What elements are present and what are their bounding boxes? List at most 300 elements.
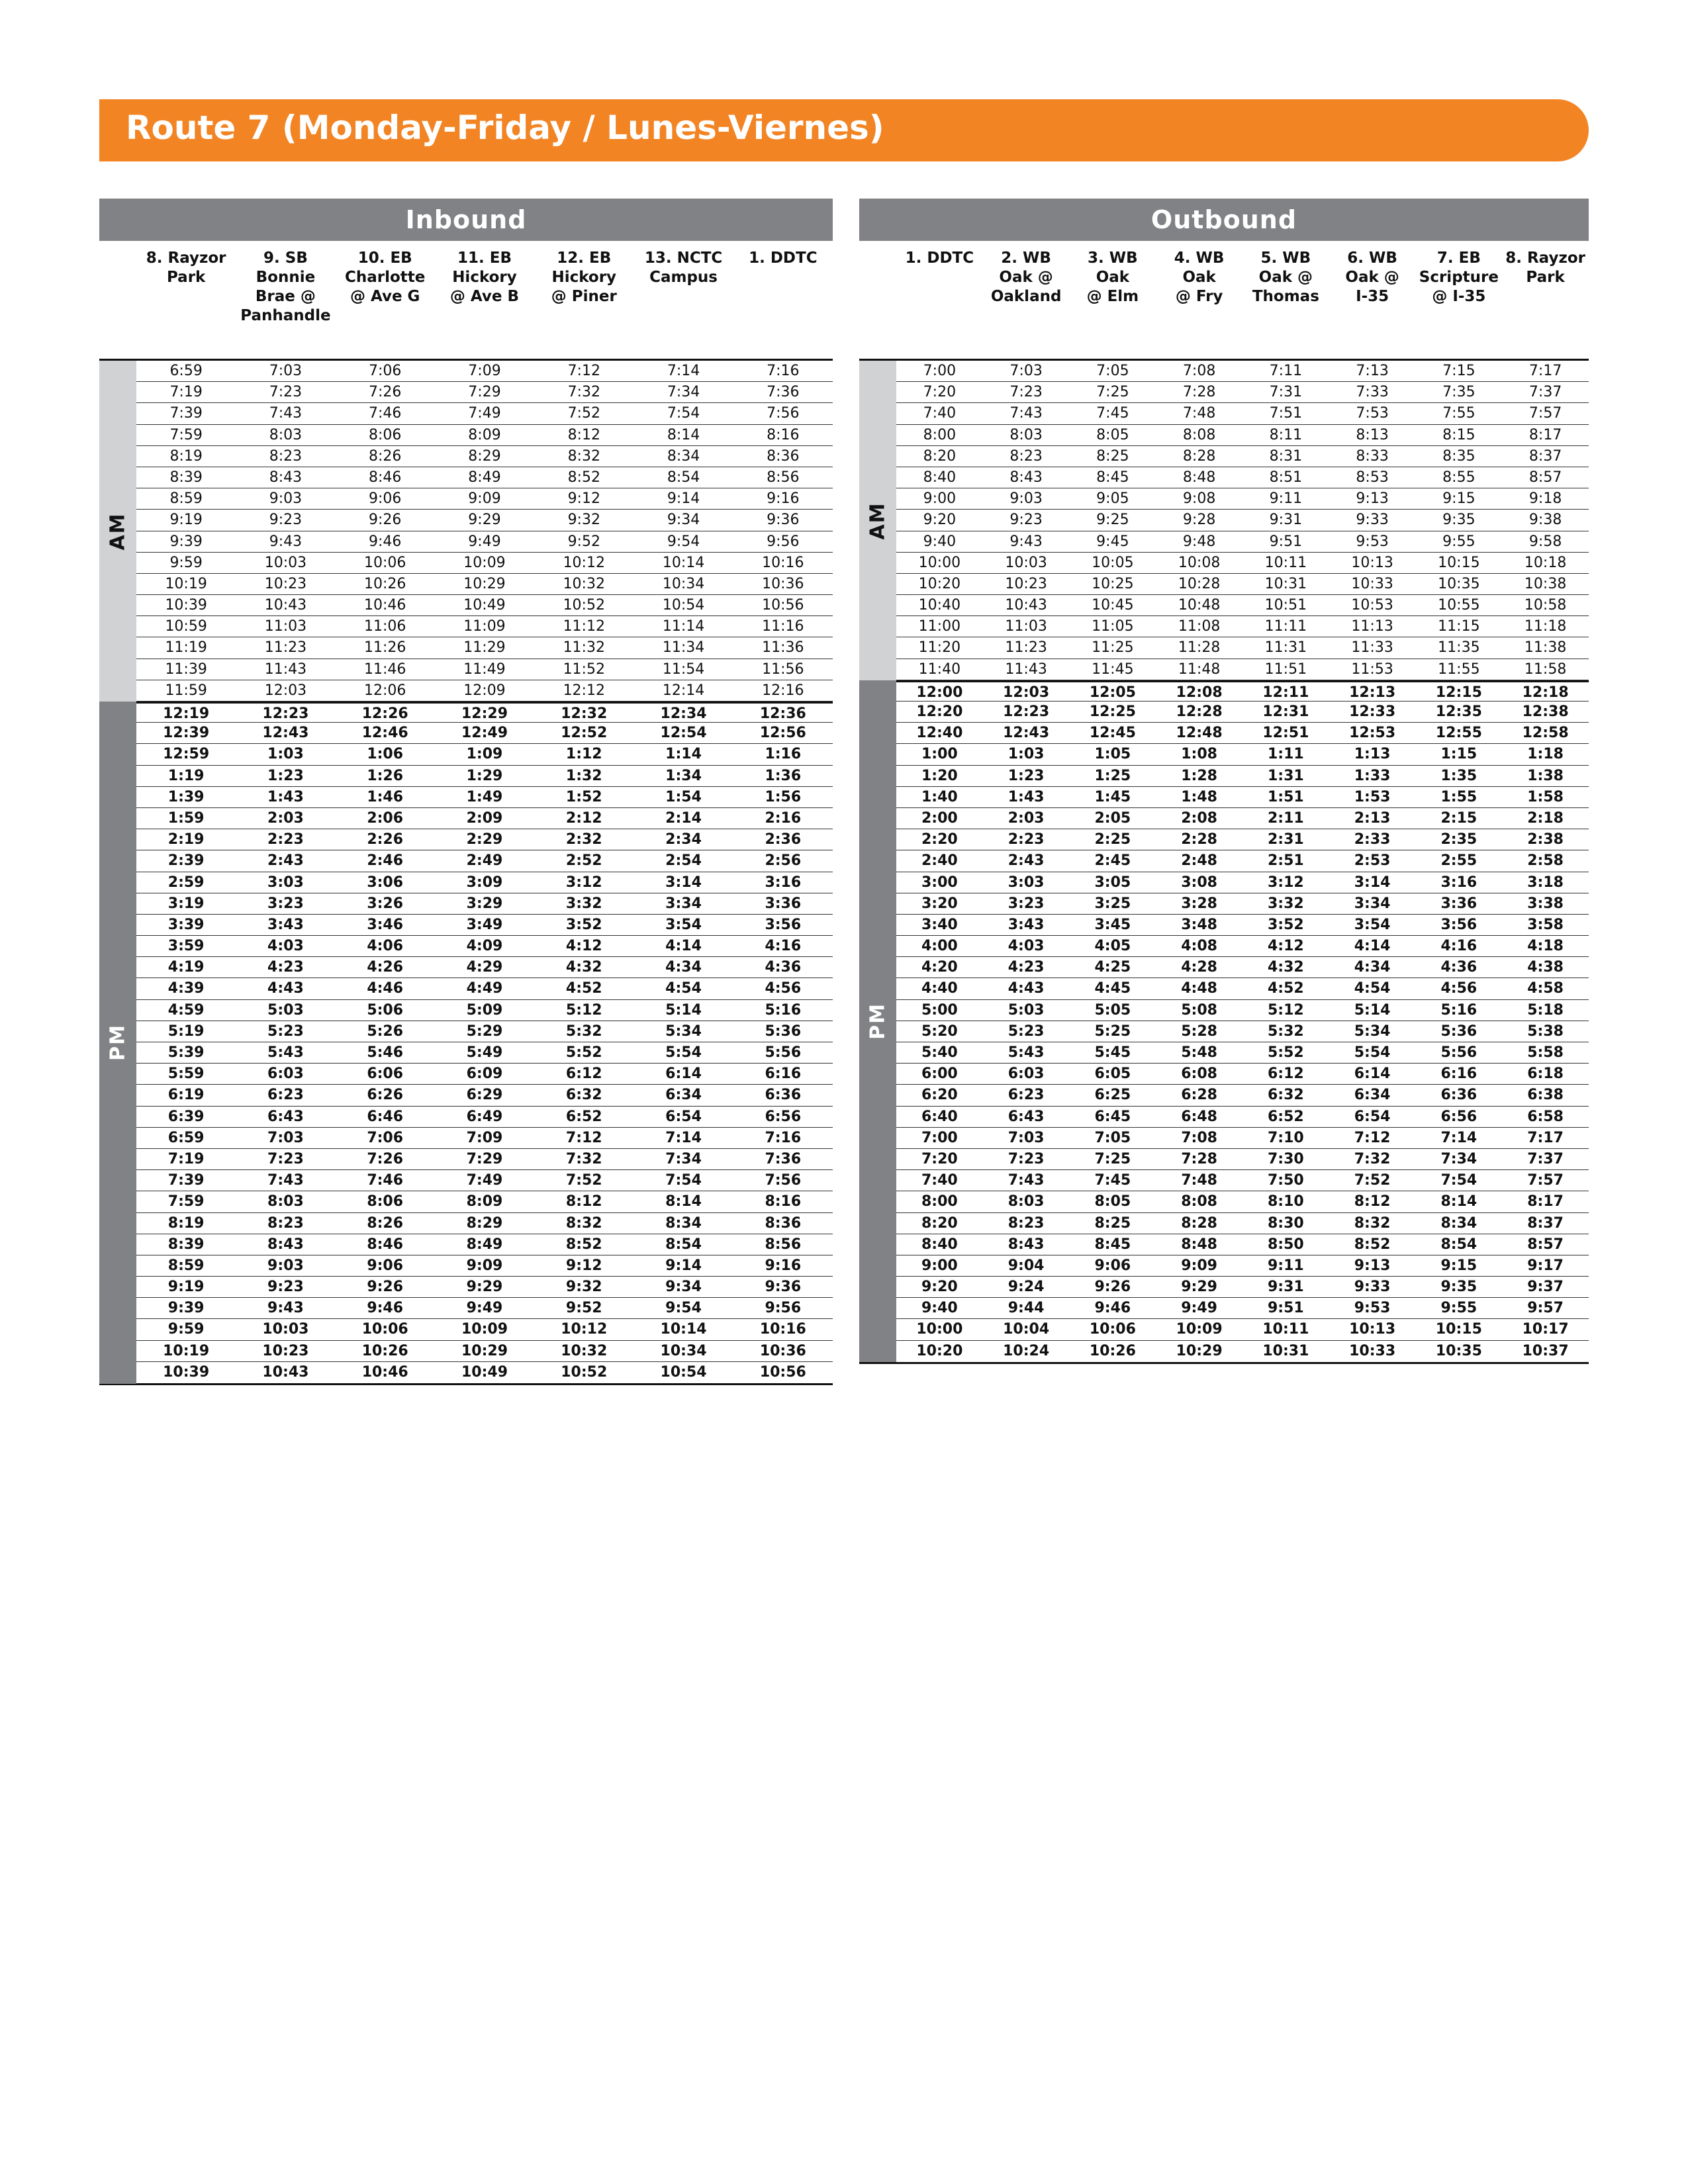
time-cell: 9:19 [167,1279,205,1296]
time-cell: 8:17 [1528,426,1562,443]
inbound-pm-row [136,978,833,999]
time-cell: 8:40 [921,1236,958,1253]
time-cell: 12:28 [1176,704,1223,720]
time-cell: 8:50 [1268,1236,1304,1253]
time-cell: 10:20 [916,1342,963,1359]
outbound-am-row [896,510,1589,531]
time-cell: 3:39 [167,916,205,933]
time-cell: 10:29 [461,1342,508,1359]
time-cell: 9:31 [1269,512,1303,529]
inbound-pm-row [136,744,833,765]
time-cell: 8:14 [667,426,700,443]
time-cell: 10:35 [1438,575,1480,592]
time-cell: 7:00 [921,1129,958,1146]
time-cell: 9:24 [1008,1279,1045,1296]
time-cell: 9:38 [1528,512,1562,529]
time-cell: 6:36 [1440,1087,1477,1104]
time-cell: 9:16 [767,490,800,508]
time-cell: 6:59 [169,363,203,379]
time-cell: 8:48 [1182,469,1216,486]
inbound-am-band [99,361,136,702]
time-cell: 3:34 [665,895,702,912]
time-cell: 2:13 [1354,809,1391,827]
time-cell: 8:12 [565,1193,602,1210]
time-cell: 9:54 [665,1300,702,1317]
time-cell: 7:54 [1440,1172,1477,1189]
time-cell: 12:25 [1089,704,1136,720]
time-cell: 5:14 [665,1001,702,1019]
time-cell: 7:45 [1096,405,1129,422]
time-cell: 8:56 [765,1236,802,1253]
time-cell: 8:11 [1269,426,1303,443]
outbound-am-row [896,659,1589,680]
time-cell: 1:03 [1008,746,1045,763]
time-cell: 2:58 [1527,852,1564,870]
outbound-pm-row [896,829,1589,850]
time-cell: 3:28 [1181,895,1217,912]
time-cell: 10:23 [262,1342,309,1359]
time-cell: 10:31 [1264,575,1307,592]
time-cell: 3:54 [1354,916,1391,933]
time-cell: 10:29 [1176,1342,1223,1359]
time-cell: 7:52 [565,1172,602,1189]
time-cell: 12:23 [1003,704,1050,720]
outbound-am-row [896,403,1589,424]
inbound-am-row [136,467,833,488]
time-cell: 8:43 [1009,469,1043,486]
time-cell: 1:36 [765,767,802,784]
time-cell: 6:25 [1094,1087,1131,1104]
time-cell: 6:39 [167,1108,205,1125]
time-cell: 10:45 [1092,597,1134,614]
time-cell: 8:29 [468,447,501,465]
time-cell: 10:15 [1435,1321,1482,1338]
time-cell: 12:45 [1089,725,1136,742]
time-cell: 8:49 [466,1236,503,1253]
time-cell: 12:19 [163,705,210,722]
time-cell: 8:19 [167,1214,205,1232]
time-cell: 3:32 [1268,895,1304,912]
time-cell: 10:34 [662,575,705,592]
time-cell: 11:48 [1178,660,1221,678]
time-cell: 8:39 [169,469,203,486]
inbound-am-row [136,595,833,616]
outbound-rows [896,361,1589,1362]
time-cell: 2:15 [1440,809,1477,827]
time-cell: 7:40 [921,1172,958,1189]
time-cell: 11:46 [364,660,406,678]
time-cell: 7:54 [665,1172,702,1189]
time-cell: 7:26 [367,1150,404,1167]
time-cell: 10:11 [1264,554,1307,571]
time-cell: 10:52 [563,597,605,614]
time-cell: 8:57 [1527,1236,1564,1253]
inbound-pm-row [136,1042,833,1064]
time-cell: 5:05 [1094,1001,1131,1019]
time-cell: 2:14 [665,809,702,827]
time-cell: 7:32 [1354,1150,1391,1167]
time-cell: 11:33 [1351,639,1393,657]
time-cell: 9:55 [1442,533,1476,550]
time-cell: 12:34 [660,705,707,722]
time-cell: 12:03 [1003,684,1050,701]
time-cell: 9:11 [1268,1257,1304,1274]
time-cell: 5:00 [921,1001,958,1019]
time-cell: 6:32 [565,1087,602,1104]
time-cell: 10:39 [165,597,207,614]
time-cell: 3:52 [1268,916,1304,933]
time-cell: 8:31 [1269,447,1303,465]
time-cell: 8:20 [921,1214,958,1232]
time-cell: 7:03 [1008,1129,1045,1146]
inbound-am-row [136,531,833,553]
time-cell: 10:20 [918,575,961,592]
outbound-pm-row [896,1107,1589,1128]
time-cell: 7:53 [1356,405,1389,422]
time-cell: 8:37 [1527,1214,1564,1232]
time-cell: 2:46 [367,852,404,870]
time-cell: 1:16 [765,746,802,763]
time-cell: 10:58 [1524,597,1567,614]
time-cell: 1:34 [665,767,702,784]
time-cell: 10:00 [918,554,961,571]
time-cell: 3:45 [1094,916,1131,933]
time-cell: 8:05 [1094,1193,1131,1210]
time-cell: 10:51 [1264,597,1307,614]
time-cell: 3:43 [267,916,304,933]
inbound-am-label: AM [106,512,130,551]
time-cell: 11:00 [918,618,961,635]
time-cell: 12:55 [1435,725,1482,742]
time-cell: 9:33 [1356,512,1389,529]
time-cell: 7:25 [1094,1150,1131,1167]
time-cell: 7:39 [169,405,203,422]
time-cell: 6:19 [167,1087,205,1104]
time-cell: 11:12 [563,618,605,635]
time-cell: 9:52 [565,1300,602,1317]
time-cell: 10:17 [1522,1321,1569,1338]
time-cell: 11:55 [1438,660,1480,678]
time-cell: 12:20 [916,704,963,720]
time-cell: 6:18 [1527,1066,1564,1083]
time-cell: 11:34 [662,639,705,657]
time-cell: 3:05 [1094,874,1131,891]
time-cell: 1:20 [921,767,958,784]
time-cell: 11:05 [1092,618,1134,635]
time-cell: 7:59 [167,1193,205,1210]
time-cell: 1:05 [1094,746,1131,763]
time-cell: 7:43 [267,1172,304,1189]
time-cell: 11:15 [1438,618,1480,635]
time-cell: 2:09 [466,809,503,827]
time-cell: 5:06 [367,1001,404,1019]
time-cell: 9:53 [1354,1300,1391,1317]
time-cell: 1:28 [1181,767,1217,784]
inbound-pm-row [136,1341,833,1362]
time-cell: 8:59 [169,490,203,508]
time-cell: 8:52 [565,1236,602,1253]
time-cell: 10:16 [759,1321,806,1338]
inbound-pm-row [136,1319,833,1340]
time-cell: 10:14 [660,1321,707,1338]
time-cell: 9:09 [468,490,501,508]
time-cell: 8:37 [1528,447,1562,465]
time-cell: 9:58 [1528,533,1562,550]
time-cell: 5:36 [1440,1023,1477,1040]
inbound-pm-row [136,936,833,957]
time-cell: 4:32 [565,959,602,976]
time-cell: 10:23 [1005,575,1047,592]
outbound-am-row [896,382,1589,403]
time-cell: 12:43 [262,725,309,742]
time-cell: 11:13 [1351,618,1393,635]
time-cell: 8:06 [369,426,402,443]
outbound-am-row [896,595,1589,616]
time-cell: 8:54 [667,469,700,486]
time-cell: 4:18 [1527,938,1564,955]
time-cell: 6:52 [565,1108,602,1125]
time-cell: 6:09 [466,1066,503,1083]
time-cell: 8:10 [1268,1193,1304,1210]
time-cell: 10:46 [361,1363,408,1381]
outbound-am-band [859,361,896,680]
inbound-pm-row [136,787,833,808]
time-cell: 1:23 [1008,767,1045,784]
time-cell: 11:11 [1264,618,1307,635]
time-cell: 8:36 [765,1214,802,1232]
time-cell: 5:56 [1440,1044,1477,1061]
outbound-pm-row [896,1255,1589,1277]
time-cell: 7:23 [269,384,303,401]
time-cell: 8:51 [1269,469,1303,486]
time-cell: 7:43 [269,405,303,422]
time-cell: 4:06 [367,938,404,955]
time-cell: 7:34 [665,1150,702,1167]
time-cell: 3:00 [921,874,958,891]
time-cell: 7:03 [267,1129,304,1146]
time-cell: 2:03 [1008,809,1045,827]
time-cell: 12:40 [916,725,963,742]
time-cell: 8:33 [1356,447,1389,465]
time-cell: 6:03 [1008,1066,1045,1083]
time-cell: 3:59 [167,938,205,955]
time-cell: 7:43 [1008,1172,1045,1189]
time-cell: 6:48 [1181,1108,1217,1125]
time-cell: 5:08 [1181,1001,1217,1019]
time-cell: 7:49 [466,1172,503,1189]
time-cell: 9:04 [1008,1257,1045,1274]
time-cell: 10:48 [1178,597,1221,614]
time-cell: 10:12 [561,1321,608,1338]
time-cell: 1:15 [1440,746,1477,763]
inbound-pm-row [136,1170,833,1191]
time-cell: 10:24 [1003,1342,1050,1359]
time-cell: 9:23 [269,512,303,529]
time-cell: 6:58 [1527,1108,1564,1125]
time-cell: 6:54 [665,1108,702,1125]
time-cell: 4:03 [1008,938,1045,955]
outbound-pm-band [859,680,896,1362]
outbound-pm-row [896,1000,1589,1021]
time-cell: 10:09 [463,554,506,571]
page-title: Route 7 (Monday-Friday / Lunes-Viernes) [126,109,884,147]
time-cell: 1:06 [367,746,404,763]
time-cell: 9:51 [1268,1300,1304,1317]
time-cell: 9:17 [1527,1257,1564,1274]
time-cell: 7:49 [468,405,501,422]
time-cell: 10:54 [660,1363,707,1381]
time-cell: 7:56 [767,405,800,422]
time-cell: 8:00 [923,426,957,443]
time-cell: 7:08 [1181,1129,1217,1146]
time-cell: 2:49 [466,852,503,870]
time-cell: 10:05 [1092,554,1134,571]
inbound-timetable [99,359,833,1385]
time-cell: 12:31 [1262,704,1309,720]
time-cell: 1:43 [267,788,304,805]
time-cell: 10:38 [1524,575,1567,592]
time-cell: 7:54 [667,405,700,422]
time-cell: 10:03 [264,554,307,571]
inbound-pm-row [136,766,833,787]
outbound-pm-row [896,1128,1589,1149]
time-cell: 11:59 [165,682,207,699]
time-cell: 9:03 [269,490,303,508]
time-cell: 12:00 [916,684,963,701]
time-cell: 9:15 [1442,490,1476,508]
time-cell: 7:35 [1442,384,1476,401]
time-cell: 9:03 [1009,490,1043,508]
time-cell: 11:43 [1005,660,1047,678]
time-cell: 9:46 [369,533,402,550]
time-cell: 12:18 [1522,684,1569,701]
time-cell: 1:11 [1268,746,1304,763]
time-cell: 6:12 [565,1066,602,1083]
outbound-column-header: 7. EB Scripture @ I-35 [1419,250,1499,305]
time-cell: 3:48 [1181,916,1217,933]
outbound-pm-row [896,680,1589,702]
time-cell: 4:52 [565,980,602,997]
time-cell: 9:48 [1182,533,1216,550]
outbound-pm-row [896,1042,1589,1064]
time-cell: 7:17 [1528,363,1562,379]
time-cell: 9:59 [169,554,203,571]
time-cell: 1:59 [167,809,205,827]
time-cell: 12:08 [1176,684,1223,701]
time-cell: 12:48 [1176,725,1223,742]
time-cell: 12:43 [1003,725,1050,742]
time-cell: 10:40 [918,597,961,614]
time-cell: 4:43 [1008,980,1045,997]
time-cell: 8:14 [1440,1193,1477,1210]
time-cell: 8:39 [167,1236,205,1253]
time-cell: 9:32 [565,1279,602,1296]
time-cell: 7:03 [1009,363,1043,379]
outbound-am-row [896,616,1589,637]
time-cell: 7:56 [765,1172,802,1189]
time-cell: 5:49 [466,1044,503,1061]
time-cell: 7:19 [169,384,203,401]
inbound-pm-row [136,1234,833,1255]
outbound-am-row [896,637,1589,659]
time-cell: 5:19 [167,1023,205,1040]
time-cell: 7:34 [667,384,700,401]
time-cell: 2:48 [1181,852,1217,870]
time-cell: 5:59 [167,1066,205,1083]
time-cell: 10:26 [1089,1342,1136,1359]
time-cell: 7:16 [767,363,800,379]
inbound-am-row [136,361,833,382]
time-cell: 9:35 [1440,1279,1477,1296]
time-cell: 7:45 [1094,1172,1131,1189]
time-cell: 9:40 [923,533,957,550]
time-cell: 10:26 [361,1342,408,1359]
inbound-rows [136,361,833,1383]
time-cell: 8:08 [1181,1193,1217,1210]
time-cell: 3:56 [1440,916,1477,933]
time-cell: 2:23 [267,831,304,848]
time-cell: 1:18 [1527,746,1564,763]
time-cell: 10:46 [364,597,406,614]
outbound-pm-row [896,1085,1589,1106]
time-cell: 11:26 [364,639,406,657]
time-cell: 5:58 [1527,1044,1564,1061]
time-cell: 6:14 [1354,1066,1391,1083]
time-cell: 7:43 [1009,405,1043,422]
time-cell: 4:49 [466,980,503,997]
time-cell: 7:10 [1268,1129,1304,1146]
time-cell: 6:23 [267,1087,304,1104]
time-cell: 8:12 [567,426,600,443]
time-cell: 5:45 [1094,1044,1131,1061]
time-cell: 11:52 [563,660,605,678]
time-cell: 5:34 [1354,1023,1391,1040]
time-cell: 9:28 [1182,512,1216,529]
time-cell: 9:39 [167,1300,205,1317]
time-cell: 12:51 [1262,725,1309,742]
time-cell: 12:46 [361,725,408,742]
outbound-column-header: 5. WB Oak @ Thomas [1252,250,1319,305]
time-cell: 2:56 [765,852,802,870]
time-cell: 1:55 [1440,788,1477,805]
time-cell: 4:28 [1181,959,1217,976]
time-cell: 4:36 [1440,959,1477,976]
time-cell: 6:52 [1268,1108,1304,1125]
time-cell: 5:26 [367,1023,404,1040]
time-cell: 10:52 [561,1363,608,1381]
inbound-pm-label: PM [106,1024,130,1062]
time-cell: 7:23 [1009,384,1043,401]
time-cell: 8:34 [665,1214,702,1232]
time-cell: 12:35 [1435,704,1482,720]
time-cell: 12:03 [264,682,307,699]
time-cell: 9:29 [468,512,501,529]
inbound-pm-row [136,1149,833,1170]
time-cell: 5:12 [565,1001,602,1019]
time-cell: 2:55 [1440,852,1477,870]
outbound-pm-row [896,1277,1589,1298]
time-cell: 7:36 [767,384,800,401]
inbound-column-header: 1. DDTC [749,250,818,267]
time-cell: 7:09 [468,363,501,379]
time-cell: 10:59 [165,618,207,635]
time-cell: 1:43 [1008,788,1045,805]
time-cell: 7:34 [1440,1150,1477,1167]
time-cell: 8:32 [565,1214,602,1232]
outbound-pm-row [896,1170,1589,1191]
time-cell: 8:54 [665,1236,702,1253]
time-cell: 6:56 [1440,1108,1477,1125]
